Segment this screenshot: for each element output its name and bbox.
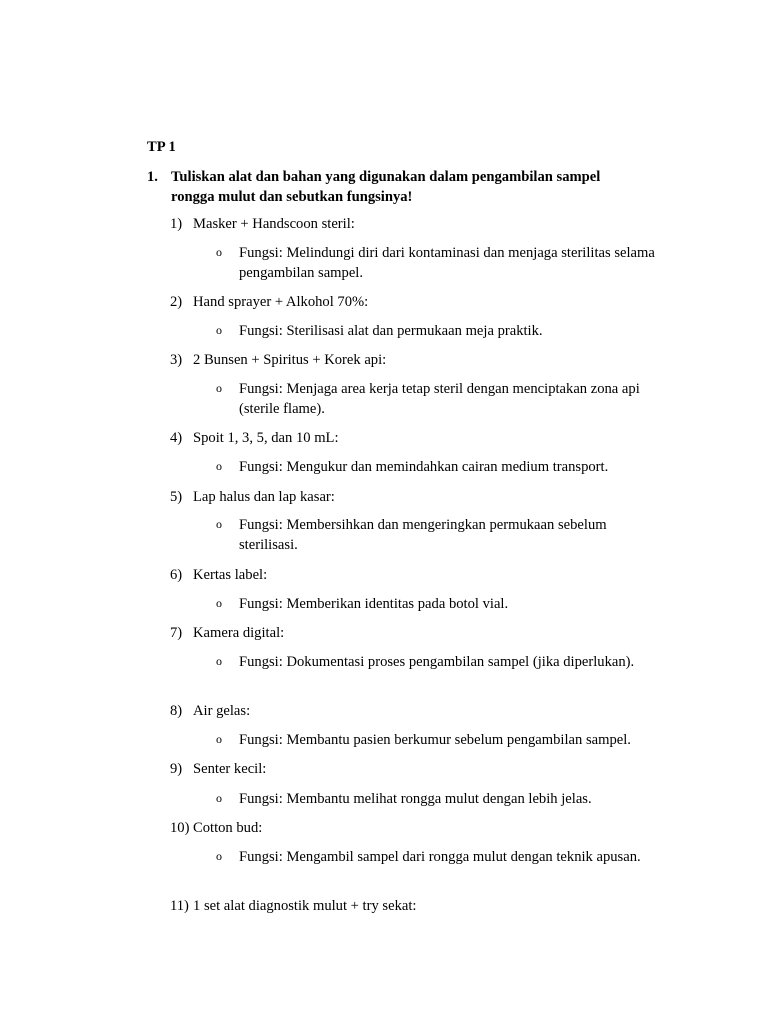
- list-item-9: [170, 759, 266, 779]
- function-text: Fungsi: Dokumentasi proses pengambilan sampel (jika diperlukan).: [239, 654, 635, 670]
- list-item-number: 6): [170, 567, 183, 583]
- list-item-label: Spoit 1, 3, 5, dan 10 mL:: [193, 430, 339, 446]
- function-text: Fungsi: Mengambil sampel dari rongga mulut dengan teknik apusan.: [239, 849, 641, 865]
- function-bullet-9: [216, 789, 656, 809]
- function-text: Fungsi: Membersihkan dan mengeringkan permukaan sebelum sterilisasi.: [239, 517, 607, 553]
- question-text: Tuliskan alat dan bahan yang digunakan dalam pengambilan sampel rongga mulut dan sebutkan fungsinya!: [171, 169, 601, 205]
- bullet-marker: o: [216, 791, 222, 805]
- question-1: [147, 167, 647, 207]
- list-item-number: 2): [170, 294, 183, 310]
- list-item-label: Hand sprayer + Alkohol 70%:: [193, 294, 369, 310]
- list-item-10: [170, 818, 262, 838]
- list-item-number: 8): [170, 703, 183, 719]
- list-item-number: 9): [170, 761, 183, 777]
- function-bullet-3: [216, 379, 656, 419]
- function-bullet-8: [216, 730, 656, 750]
- list-item-label: Senter kecil:: [193, 761, 267, 777]
- list-item-number: 7): [170, 625, 183, 641]
- list-item-number: 10): [170, 820, 190, 836]
- function-text: Fungsi: Memberikan identitas pada botol vial.: [239, 596, 509, 612]
- function-bullet-6: [216, 594, 656, 614]
- bullet-marker: o: [216, 517, 222, 531]
- list-item-label: 2 Bunsen + Spiritus + Korek api:: [193, 352, 387, 368]
- function-text: Fungsi: Sterilisasi alat dan permukaan meja praktik.: [239, 323, 543, 339]
- list-item-label: 1 set alat diagnostik mulut + try sekat:: [193, 898, 417, 914]
- function-text: Fungsi: Menjaga area kerja tetap steril dengan menciptakan zona api (sterile flame).: [239, 381, 640, 417]
- function-text: Fungsi: Membantu melihat rongga mulut dengan lebih jelas.: [239, 791, 592, 807]
- question-number: 1.: [147, 169, 158, 185]
- function-bullet-10: [216, 847, 656, 867]
- list-item-number: 1): [170, 216, 183, 232]
- list-item-number: 5): [170, 489, 183, 505]
- list-item-number: 4): [170, 430, 183, 446]
- list-item-label: Air gelas:: [193, 703, 251, 719]
- list-item-label: Masker + Handscoon steril:: [193, 216, 355, 232]
- list-item-label: Cotton bud:: [193, 820, 263, 836]
- function-bullet-1: [216, 243, 656, 283]
- list-item-number: 3): [170, 352, 183, 368]
- list-item-11: [170, 896, 416, 916]
- function-bullet-5: [216, 515, 656, 555]
- list-item-number: 11): [170, 898, 189, 914]
- function-bullet-4: [216, 457, 656, 477]
- function-bullet-7: [216, 652, 656, 672]
- list-item-label: Kamera digital:: [193, 625, 285, 641]
- bullet-marker: o: [216, 596, 222, 610]
- bullet-marker: o: [216, 732, 222, 746]
- list-item-5: [170, 487, 335, 507]
- bullet-marker: o: [216, 245, 222, 259]
- list-item-2: [170, 292, 368, 312]
- bullet-marker: o: [216, 381, 222, 395]
- list-item-label: Kertas label:: [193, 567, 268, 583]
- page-heading: TP 1: [147, 139, 176, 155]
- list-item-label: Lap halus dan lap kasar:: [193, 489, 335, 505]
- list-item-3: [170, 350, 386, 370]
- list-item-6: [170, 565, 267, 585]
- list-item-7: [170, 623, 284, 643]
- bullet-marker: o: [216, 849, 222, 863]
- list-item-1: [170, 214, 355, 234]
- bullet-marker: o: [216, 323, 222, 337]
- function-text: Fungsi: Membantu pasien berkumur sebelum pengambilan sampel.: [239, 732, 631, 748]
- bullet-marker: o: [216, 459, 222, 473]
- list-item-4: [170, 428, 339, 448]
- function-bullet-2: [216, 321, 656, 341]
- list-item-8: [170, 701, 250, 721]
- function-text: Fungsi: Mengukur dan memindahkan cairan medium transport.: [239, 459, 609, 475]
- function-text: Fungsi: Melindungi diri dari kontaminasi dan menjaga sterilitas selama pengambilan sampel.: [239, 245, 655, 281]
- bullet-marker: o: [216, 654, 222, 668]
